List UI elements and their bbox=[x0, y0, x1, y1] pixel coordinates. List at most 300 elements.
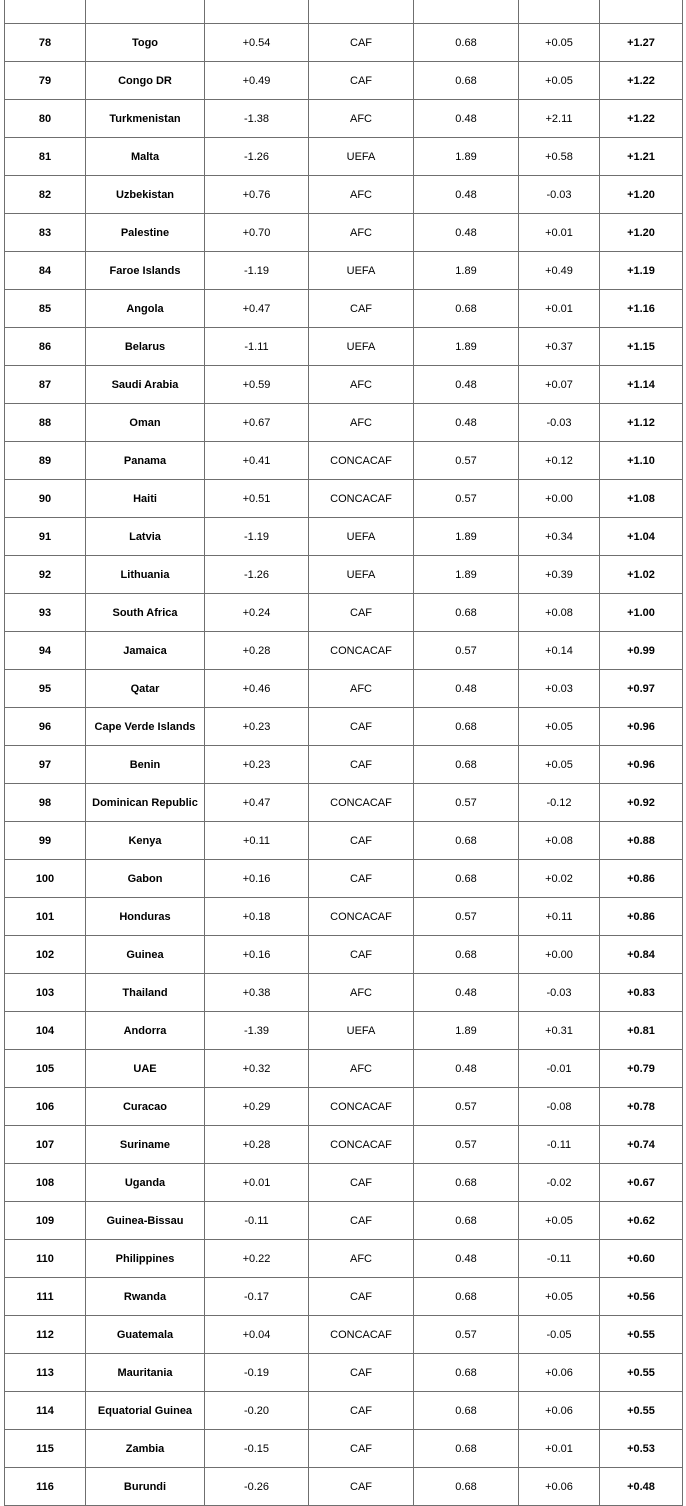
table-row bbox=[5, 1164, 683, 1202]
value-cell-3: +0.58 bbox=[519, 138, 600, 176]
value-cell-3: -0.11 bbox=[519, 1240, 600, 1278]
value-cell-2: 0.48 bbox=[414, 404, 519, 442]
value-cell-3: +0.05 bbox=[519, 24, 600, 62]
table-row bbox=[5, 594, 683, 632]
value-cell-3: +0.02 bbox=[519, 860, 600, 898]
table-row bbox=[5, 138, 683, 176]
total-cell: +0.92 bbox=[600, 784, 683, 822]
team-cell: Haiti bbox=[86, 480, 205, 518]
team-cell: Burundi bbox=[86, 1468, 205, 1506]
total-cell: +0.84 bbox=[600, 936, 683, 974]
team-cell: Curacao bbox=[86, 1088, 205, 1126]
confederation-cell: CAF bbox=[309, 62, 414, 100]
total-cell: +1.14 bbox=[600, 366, 683, 404]
total-cell: +0.55 bbox=[600, 1354, 683, 1392]
total-cell: +0.74 bbox=[600, 1126, 683, 1164]
value-cell-3: +0.01 bbox=[519, 214, 600, 252]
value-cell-1: +0.47 bbox=[205, 290, 309, 328]
table-row bbox=[5, 1202, 683, 1240]
value-cell-3: +0.05 bbox=[519, 62, 600, 100]
team-cell: Mauritania bbox=[86, 1354, 205, 1392]
confederation-cell: UEFA bbox=[309, 328, 414, 366]
total-cell: +1.22 bbox=[600, 100, 683, 138]
value-cell-2: 0.48 bbox=[414, 1240, 519, 1278]
total-cell: +0.83 bbox=[600, 974, 683, 1012]
value-cell-1: -0.20 bbox=[205, 1392, 309, 1430]
rank-cell: 90 bbox=[5, 480, 86, 518]
total-cell: +1.21 bbox=[600, 138, 683, 176]
rank-cell: 104 bbox=[5, 1012, 86, 1050]
value-cell-2: 0.57 bbox=[414, 898, 519, 936]
team-cell: Equatorial Guinea bbox=[86, 1392, 205, 1430]
rank-cell: 98 bbox=[5, 784, 86, 822]
confederation-cell: CONCACAF bbox=[309, 1126, 414, 1164]
value-cell-3: +0.12 bbox=[519, 442, 600, 480]
table-row bbox=[5, 176, 683, 214]
rank-cell: 106 bbox=[5, 1088, 86, 1126]
rank-cell: 110 bbox=[5, 1240, 86, 1278]
value-cell-2: 0.68 bbox=[414, 1392, 519, 1430]
team-cell: Angola bbox=[86, 290, 205, 328]
total-cell: +1.08 bbox=[600, 480, 683, 518]
table-row bbox=[5, 822, 683, 860]
confederation-cell: CONCACAF bbox=[309, 898, 414, 936]
value-cell-2: 0.57 bbox=[414, 1126, 519, 1164]
value-cell-2: 0.57 bbox=[414, 784, 519, 822]
value-cell-2: 0.48 bbox=[414, 1050, 519, 1088]
value-cell-2: 0.68 bbox=[414, 62, 519, 100]
value-cell-2: 1.89 bbox=[414, 556, 519, 594]
value-cell-2: 1.89 bbox=[414, 1012, 519, 1050]
confederation-cell: CAF bbox=[309, 24, 414, 62]
confederation-cell: UEFA bbox=[309, 1012, 414, 1050]
team-cell: Belarus bbox=[86, 328, 205, 366]
value-cell-3: -0.12 bbox=[519, 784, 600, 822]
confederation-cell: CONCACAF bbox=[309, 1316, 414, 1354]
team-cell: Philippines bbox=[86, 1240, 205, 1278]
total-cell: +1.00 bbox=[600, 594, 683, 632]
rank-cell: 113 bbox=[5, 1354, 86, 1392]
table-row bbox=[5, 1354, 683, 1392]
rank-cell: 115 bbox=[5, 1430, 86, 1468]
value-cell-3: -0.03 bbox=[519, 176, 600, 214]
rank-cell: 108 bbox=[5, 1164, 86, 1202]
team-cell: Palestine bbox=[86, 214, 205, 252]
value-cell-1: +0.41 bbox=[205, 442, 309, 480]
value-cell-2: 0.68 bbox=[414, 594, 519, 632]
table-row bbox=[5, 936, 683, 974]
team-cell: Jamaica bbox=[86, 632, 205, 670]
team-cell: Latvia bbox=[86, 518, 205, 556]
value-cell-2: 0.68 bbox=[414, 1354, 519, 1392]
rank-cell: 109 bbox=[5, 1202, 86, 1240]
confederation-cell: CAF bbox=[309, 1278, 414, 1316]
value-cell-2: 1.89 bbox=[414, 252, 519, 290]
team-cell: Malta bbox=[86, 138, 205, 176]
rank-cell: 99 bbox=[5, 822, 86, 860]
confederation-cell: CONCACAF bbox=[309, 1088, 414, 1126]
confederation-cell: AFC bbox=[309, 100, 414, 138]
rank-cell: 111 bbox=[5, 1278, 86, 1316]
confederation-cell: CAF bbox=[309, 1392, 414, 1430]
confederation-cell: CAF bbox=[309, 860, 414, 898]
value-cell-1: -0.19 bbox=[205, 1354, 309, 1392]
confederation-cell: CAF bbox=[309, 1468, 414, 1506]
total-cell: +1.10 bbox=[600, 442, 683, 480]
value-cell-3: -0.05 bbox=[519, 1316, 600, 1354]
rank-cell: 97 bbox=[5, 746, 86, 784]
team-cell: Thailand bbox=[86, 974, 205, 1012]
value-cell-3: +2.11 bbox=[519, 100, 600, 138]
total-cell: +0.79 bbox=[600, 1050, 683, 1088]
value-cell-1: +0.49 bbox=[205, 62, 309, 100]
value-cell-3: +0.49 bbox=[519, 252, 600, 290]
value-cell-3: +0.06 bbox=[519, 1392, 600, 1430]
value-cell-1: +0.59 bbox=[205, 366, 309, 404]
table-row bbox=[5, 708, 683, 746]
value-cell-3: +0.31 bbox=[519, 1012, 600, 1050]
total-cell: +0.60 bbox=[600, 1240, 683, 1278]
value-cell-2: 0.48 bbox=[414, 366, 519, 404]
rank-cell: 87 bbox=[5, 366, 86, 404]
value-cell-3: -0.03 bbox=[519, 974, 600, 1012]
table-row bbox=[5, 746, 683, 784]
rank-cell: 81 bbox=[5, 138, 86, 176]
table-row bbox=[5, 1088, 683, 1126]
value-cell-1: +0.04 bbox=[205, 1316, 309, 1354]
rank-cell: 102 bbox=[5, 936, 86, 974]
confederation-cell: UEFA bbox=[309, 556, 414, 594]
value-cell-3: +0.01 bbox=[519, 290, 600, 328]
value-cell-1: +0.29 bbox=[205, 1088, 309, 1126]
table-row bbox=[5, 1050, 683, 1088]
value-cell-2: 0.57 bbox=[414, 1088, 519, 1126]
value-cell-3: +0.34 bbox=[519, 518, 600, 556]
table-row bbox=[5, 404, 683, 442]
rank-cell: 82 bbox=[5, 176, 86, 214]
rank-cell: 85 bbox=[5, 290, 86, 328]
value-cell-1: -0.11 bbox=[205, 1202, 309, 1240]
value-cell-3: +0.00 bbox=[519, 480, 600, 518]
confederation-cell: CONCACAF bbox=[309, 784, 414, 822]
rank-cell: 100 bbox=[5, 860, 86, 898]
ranking-table-container bbox=[4, 0, 682, 1506]
value-cell-3: +0.05 bbox=[519, 1278, 600, 1316]
value-cell-1: +0.67 bbox=[205, 404, 309, 442]
table-row bbox=[5, 1468, 683, 1506]
value-cell-1: -1.39 bbox=[205, 1012, 309, 1050]
confederation-cell: CONCACAF bbox=[309, 480, 414, 518]
rank-cell: 89 bbox=[5, 442, 86, 480]
value-cell-1: +0.76 bbox=[205, 176, 309, 214]
ranking-table bbox=[4, 0, 683, 1506]
table-row bbox=[5, 1430, 683, 1468]
table-row bbox=[5, 366, 683, 404]
value-cell-2: 0.57 bbox=[414, 442, 519, 480]
value-cell-2: 0.68 bbox=[414, 1202, 519, 1240]
confederation-cell: CONCACAF bbox=[309, 632, 414, 670]
value-cell-1: +0.23 bbox=[205, 708, 309, 746]
rank-cell: 79 bbox=[5, 62, 86, 100]
table-row bbox=[5, 556, 683, 594]
confederation-cell: AFC bbox=[309, 670, 414, 708]
rank-cell: 83 bbox=[5, 214, 86, 252]
ranking-table-body bbox=[5, 0, 683, 1506]
rank-cell: 95 bbox=[5, 670, 86, 708]
rank-cell: 103 bbox=[5, 974, 86, 1012]
team-cell: Guinea bbox=[86, 936, 205, 974]
value-cell-2: 0.68 bbox=[414, 1430, 519, 1468]
team-cell: Benin bbox=[86, 746, 205, 784]
value-cell-2: 0.68 bbox=[414, 290, 519, 328]
confederation-cell: CAF bbox=[309, 290, 414, 328]
table-row bbox=[5, 518, 683, 556]
total-cell: +0.86 bbox=[600, 898, 683, 936]
value-cell-1: -1.26 bbox=[205, 556, 309, 594]
value-cell-3: +0.08 bbox=[519, 822, 600, 860]
value-cell-2: 0.68 bbox=[414, 1468, 519, 1506]
total-cell: +0.99 bbox=[600, 632, 683, 670]
value-cell-3: -0.02 bbox=[519, 1164, 600, 1202]
team-cell: Uganda bbox=[86, 1164, 205, 1202]
confederation-cell: AFC bbox=[309, 366, 414, 404]
value-cell-2: 1.89 bbox=[414, 138, 519, 176]
table-row bbox=[5, 632, 683, 670]
total-cell: +1.15 bbox=[600, 328, 683, 366]
value-cell-1: +0.32 bbox=[205, 1050, 309, 1088]
total-cell: +1.16 bbox=[600, 290, 683, 328]
table-row bbox=[5, 860, 683, 898]
rank-cell: 78 bbox=[5, 24, 86, 62]
value-cell-2: 0.48 bbox=[414, 176, 519, 214]
value-cell-3: +0.05 bbox=[519, 708, 600, 746]
team-cell: Dominican Republic bbox=[86, 784, 205, 822]
value-cell-1: +0.11 bbox=[205, 822, 309, 860]
team-cell: Lithuania bbox=[86, 556, 205, 594]
value-cell-1: -1.19 bbox=[205, 252, 309, 290]
value-cell-1: +0.22 bbox=[205, 1240, 309, 1278]
value-cell-3: -0.08 bbox=[519, 1088, 600, 1126]
value-cell-1: +0.16 bbox=[205, 860, 309, 898]
rank-cell: 80 bbox=[5, 100, 86, 138]
rank-cell: 114 bbox=[5, 1392, 86, 1430]
value-cell-2: 0.48 bbox=[414, 670, 519, 708]
value-cell-3: +0.03 bbox=[519, 670, 600, 708]
value-cell-2: 0.57 bbox=[414, 632, 519, 670]
total-cell: +1.02 bbox=[600, 556, 683, 594]
total-cell: +0.55 bbox=[600, 1316, 683, 1354]
value-cell-2: 0.68 bbox=[414, 860, 519, 898]
value-cell-3: +0.00 bbox=[519, 936, 600, 974]
team-cell: South Africa bbox=[86, 594, 205, 632]
table-row bbox=[5, 480, 683, 518]
team-cell: Togo bbox=[86, 24, 205, 62]
value-cell-2: 0.68 bbox=[414, 708, 519, 746]
confederation-cell: AFC bbox=[309, 1050, 414, 1088]
value-cell-1: +0.16 bbox=[205, 936, 309, 974]
table-row bbox=[5, 62, 683, 100]
value-cell-1: +0.28 bbox=[205, 1126, 309, 1164]
value-cell-1: +0.01 bbox=[205, 1164, 309, 1202]
table-row bbox=[5, 898, 683, 936]
table-row bbox=[5, 442, 683, 480]
total-cell: +0.48 bbox=[600, 1468, 683, 1506]
value-cell-2: 0.68 bbox=[414, 1164, 519, 1202]
total-cell: +0.55 bbox=[600, 1392, 683, 1430]
value-cell-2: 0.68 bbox=[414, 936, 519, 974]
total-cell: +0.67 bbox=[600, 1164, 683, 1202]
confederation-cell: AFC bbox=[309, 404, 414, 442]
team-cell: Saudi Arabia bbox=[86, 366, 205, 404]
value-cell-2: 0.48 bbox=[414, 100, 519, 138]
rank-cell: 94 bbox=[5, 632, 86, 670]
value-cell-2: 1.89 bbox=[414, 328, 519, 366]
rank-cell: 92 bbox=[5, 556, 86, 594]
value-cell-1: +0.18 bbox=[205, 898, 309, 936]
value-cell-2: 0.68 bbox=[414, 822, 519, 860]
team-cell: Qatar bbox=[86, 670, 205, 708]
rank-cell: 101 bbox=[5, 898, 86, 936]
value-cell-1: +0.46 bbox=[205, 670, 309, 708]
team-cell: Andorra bbox=[86, 1012, 205, 1050]
confederation-cell: CAF bbox=[309, 708, 414, 746]
team-cell: Turkmenistan bbox=[86, 100, 205, 138]
rank-cell: 93 bbox=[5, 594, 86, 632]
rank-cell: 88 bbox=[5, 404, 86, 442]
confederation-cell: AFC bbox=[309, 214, 414, 252]
team-cell: Guatemala bbox=[86, 1316, 205, 1354]
value-cell-3: +0.14 bbox=[519, 632, 600, 670]
value-cell-3: -0.03 bbox=[519, 404, 600, 442]
table-row bbox=[5, 784, 683, 822]
table-row bbox=[5, 214, 683, 252]
value-cell-1: -0.15 bbox=[205, 1430, 309, 1468]
confederation-cell: AFC bbox=[309, 176, 414, 214]
value-cell-1: -0.17 bbox=[205, 1278, 309, 1316]
value-cell-1: -1.11 bbox=[205, 328, 309, 366]
value-cell-1: +0.47 bbox=[205, 784, 309, 822]
total-cell: +1.20 bbox=[600, 176, 683, 214]
value-cell-2: 0.68 bbox=[414, 746, 519, 784]
team-cell: Gabon bbox=[86, 860, 205, 898]
total-cell: +0.78 bbox=[600, 1088, 683, 1126]
value-cell-3: +0.07 bbox=[519, 366, 600, 404]
confederation-cell: CAF bbox=[309, 1354, 414, 1392]
table-row bbox=[5, 974, 683, 1012]
team-cell: Zambia bbox=[86, 1430, 205, 1468]
total-cell: +0.96 bbox=[600, 708, 683, 746]
value-cell-3: +0.37 bbox=[519, 328, 600, 366]
value-cell-3: -0.11 bbox=[519, 1126, 600, 1164]
value-cell-1: +0.28 bbox=[205, 632, 309, 670]
rank-cell: 116 bbox=[5, 1468, 86, 1506]
confederation-cell: CAF bbox=[309, 936, 414, 974]
value-cell-3: +0.05 bbox=[519, 1202, 600, 1240]
confederation-cell: UEFA bbox=[309, 138, 414, 176]
total-cell: +0.53 bbox=[600, 1430, 683, 1468]
value-cell-2: 0.68 bbox=[414, 1278, 519, 1316]
value-cell-1: -1.26 bbox=[205, 138, 309, 176]
team-cell: Congo DR bbox=[86, 62, 205, 100]
rank-cell: 105 bbox=[5, 1050, 86, 1088]
confederation-cell: CAF bbox=[309, 594, 414, 632]
value-cell-2: 0.57 bbox=[414, 480, 519, 518]
rank-cell: 91 bbox=[5, 518, 86, 556]
confederation-cell: CAF bbox=[309, 746, 414, 784]
value-cell-3: +0.39 bbox=[519, 556, 600, 594]
rank-cell: 107 bbox=[5, 1126, 86, 1164]
value-cell-1: +0.51 bbox=[205, 480, 309, 518]
value-cell-2: 0.48 bbox=[414, 974, 519, 1012]
total-cell: +1.20 bbox=[600, 214, 683, 252]
rank-cell: 112 bbox=[5, 1316, 86, 1354]
confederation-cell: CAF bbox=[309, 1430, 414, 1468]
value-cell-3: +0.06 bbox=[519, 1354, 600, 1392]
value-cell-2: 0.68 bbox=[414, 24, 519, 62]
rank-cell: 86 bbox=[5, 328, 86, 366]
team-cell: Guinea-Bissau bbox=[86, 1202, 205, 1240]
value-cell-3: +0.05 bbox=[519, 746, 600, 784]
total-cell: +0.81 bbox=[600, 1012, 683, 1050]
team-cell: Rwanda bbox=[86, 1278, 205, 1316]
total-cell: +0.97 bbox=[600, 670, 683, 708]
cut-off-top-row bbox=[5, 0, 683, 24]
team-cell: Oman bbox=[86, 404, 205, 442]
value-cell-3: +0.06 bbox=[519, 1468, 600, 1506]
total-cell: +0.86 bbox=[600, 860, 683, 898]
table-row bbox=[5, 1012, 683, 1050]
total-cell: +1.19 bbox=[600, 252, 683, 290]
total-cell: +0.88 bbox=[600, 822, 683, 860]
value-cell-2: 0.57 bbox=[414, 1316, 519, 1354]
value-cell-1: +0.54 bbox=[205, 24, 309, 62]
table-row bbox=[5, 1126, 683, 1164]
team-cell: Cape Verde Islands bbox=[86, 708, 205, 746]
confederation-cell: CONCACAF bbox=[309, 442, 414, 480]
team-cell: Kenya bbox=[86, 822, 205, 860]
team-cell: Suriname bbox=[86, 1126, 205, 1164]
rank-cell: 96 bbox=[5, 708, 86, 746]
total-cell: +1.27 bbox=[600, 24, 683, 62]
confederation-cell: CAF bbox=[309, 1202, 414, 1240]
confederation-cell: CAF bbox=[309, 1164, 414, 1202]
confederation-cell: AFC bbox=[309, 974, 414, 1012]
team-cell: Panama bbox=[86, 442, 205, 480]
total-cell: +0.56 bbox=[600, 1278, 683, 1316]
table-row bbox=[5, 24, 683, 62]
value-cell-3: +0.08 bbox=[519, 594, 600, 632]
value-cell-1: -1.38 bbox=[205, 100, 309, 138]
value-cell-3: +0.01 bbox=[519, 1430, 600, 1468]
table-row bbox=[5, 1316, 683, 1354]
table-row bbox=[5, 328, 683, 366]
value-cell-2: 0.48 bbox=[414, 214, 519, 252]
total-cell: +1.22 bbox=[600, 62, 683, 100]
value-cell-1: -0.26 bbox=[205, 1468, 309, 1506]
value-cell-1: +0.23 bbox=[205, 746, 309, 784]
total-cell: +1.04 bbox=[600, 518, 683, 556]
value-cell-1: +0.70 bbox=[205, 214, 309, 252]
value-cell-2: 1.89 bbox=[414, 518, 519, 556]
confederation-cell: CAF bbox=[309, 822, 414, 860]
team-cell: UAE bbox=[86, 1050, 205, 1088]
team-cell: Honduras bbox=[86, 898, 205, 936]
value-cell-3: -0.01 bbox=[519, 1050, 600, 1088]
total-cell: +0.62 bbox=[600, 1202, 683, 1240]
table-row bbox=[5, 1278, 683, 1316]
team-cell: Uzbekistan bbox=[86, 176, 205, 214]
table-row bbox=[5, 290, 683, 328]
